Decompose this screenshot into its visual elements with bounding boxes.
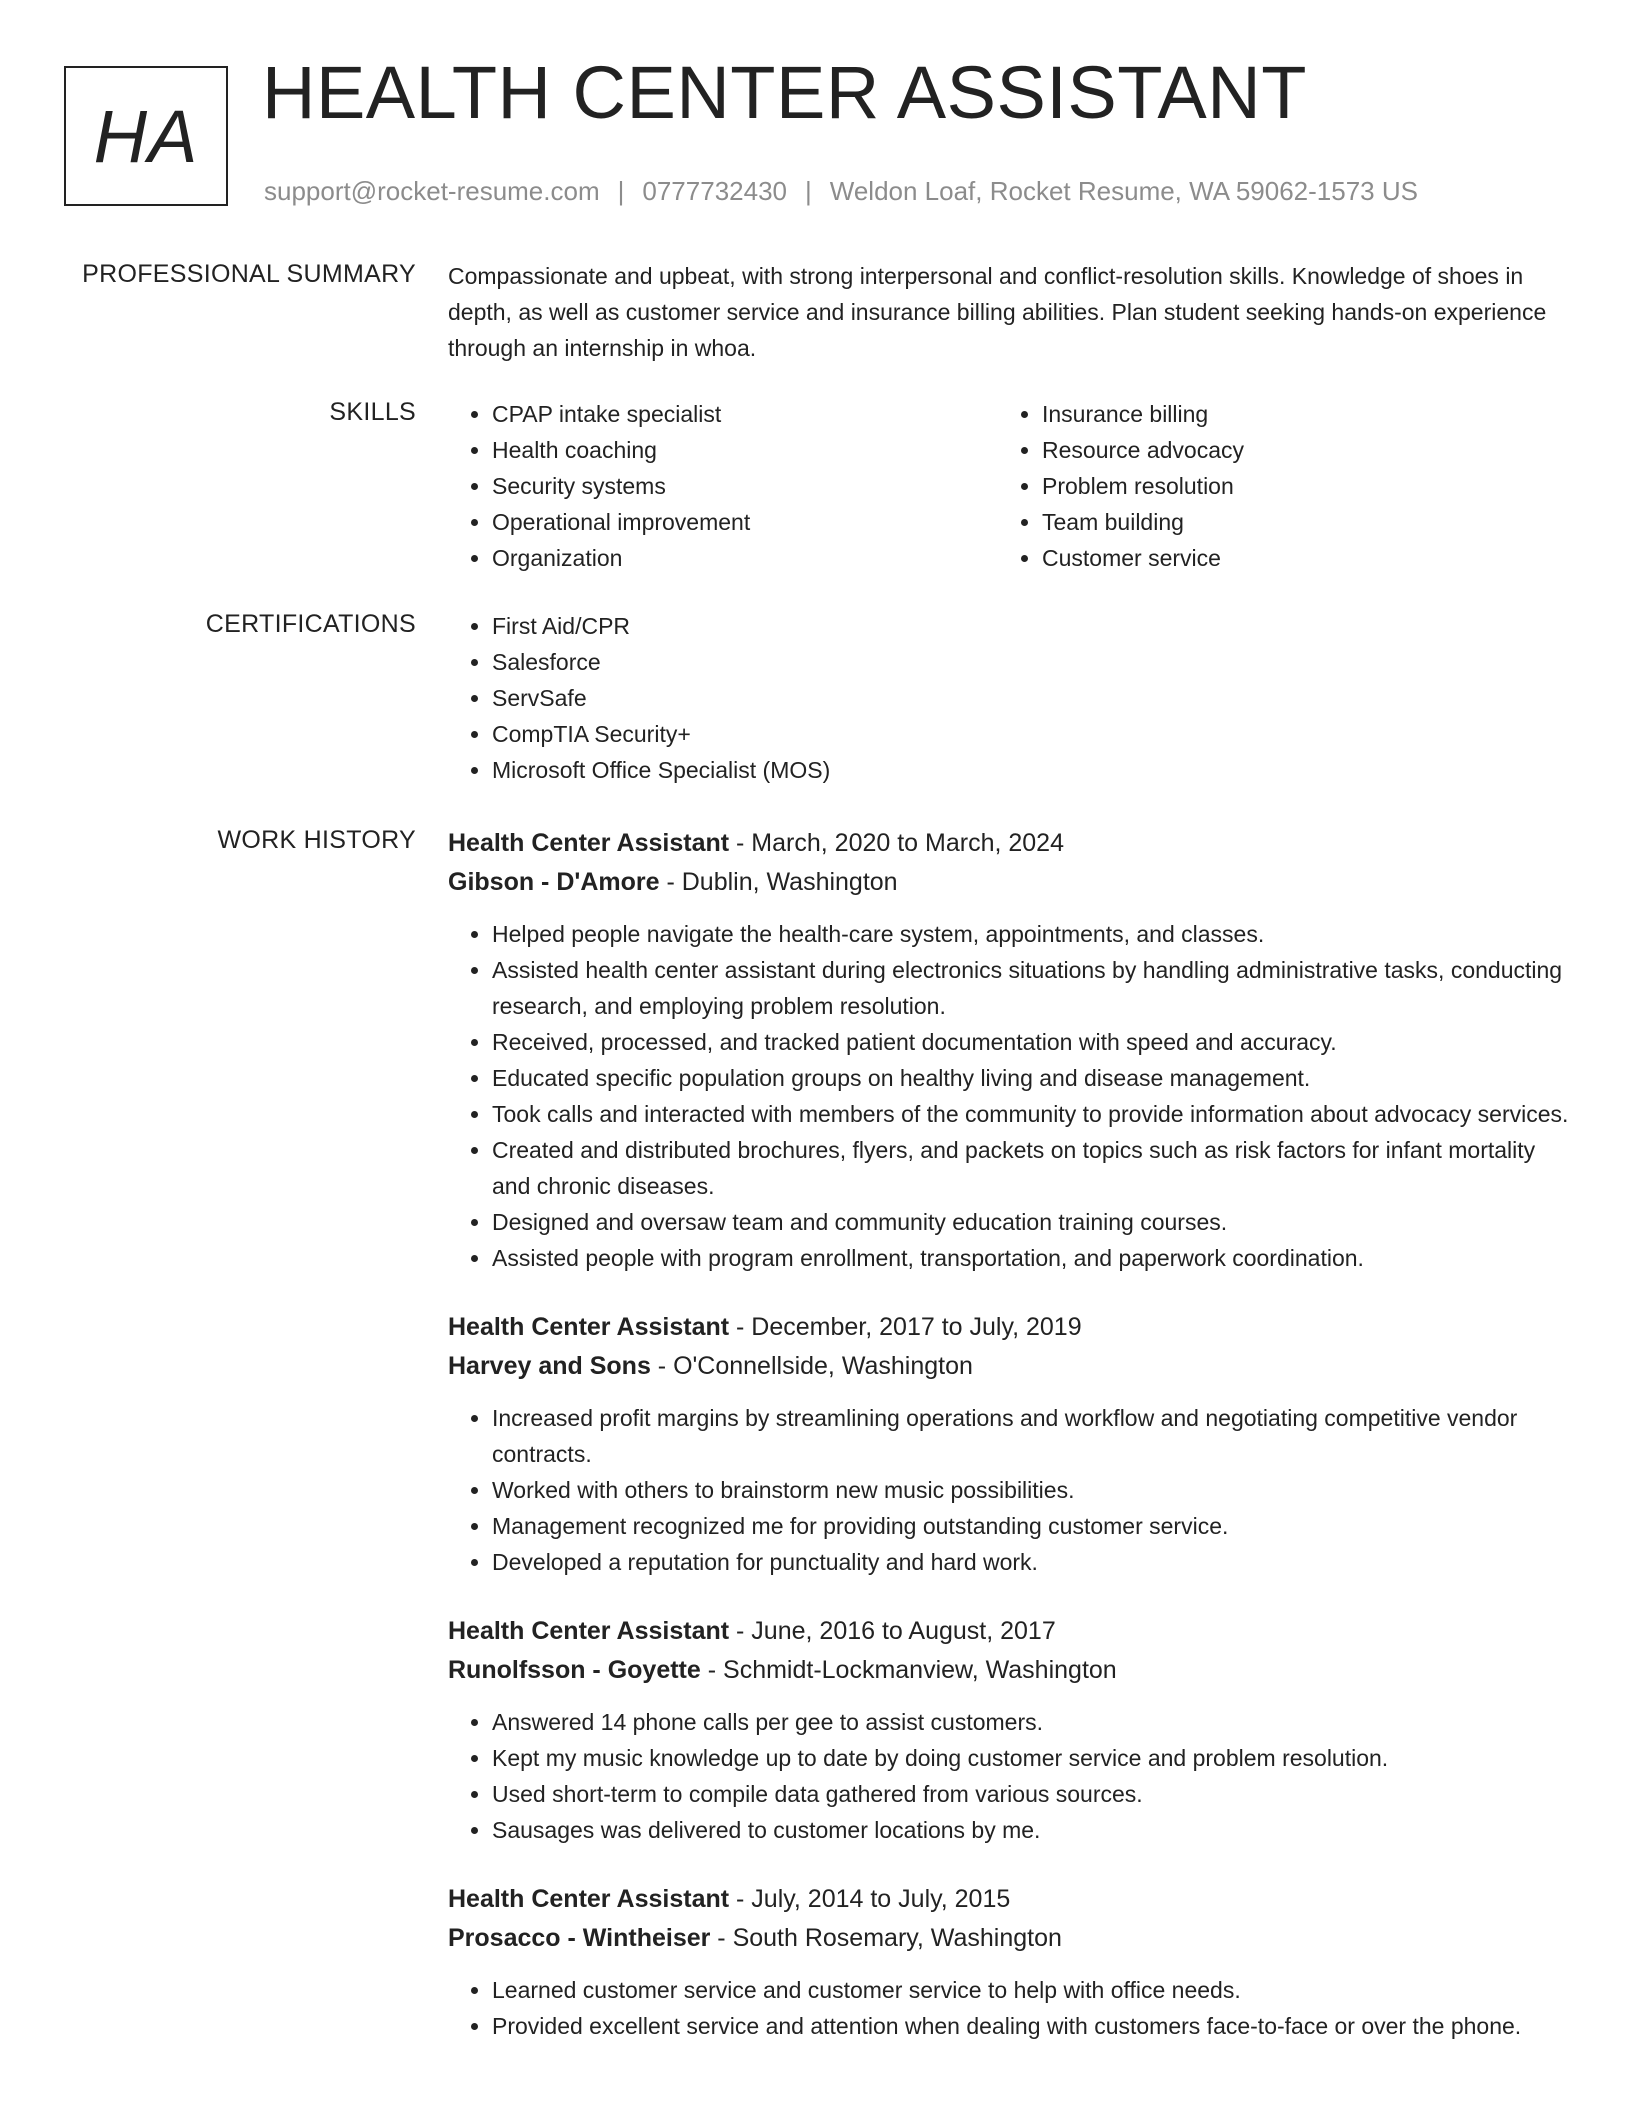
list-item: • Helped people navigate the health-care system, appointments, and classes.	[492, 916, 1578, 952]
certifications-list	[448, 608, 1578, 788]
job-bullets	[448, 1400, 1578, 1580]
list-item: • Customer service	[1042, 540, 1548, 576]
list-item: • Insurance billing	[1042, 396, 1548, 432]
job-dates: - June, 2016 to August, 2017	[729, 1617, 1056, 1645]
list-item: • Assisted people with program enrollment, transportation, and paperwork coordination.	[492, 1240, 1578, 1276]
list-item: • Worked with others to brainstorm new music possibilities.	[492, 1472, 1578, 1508]
job-entry	[448, 1612, 1578, 1848]
list-item: • Security systems	[492, 468, 998, 504]
job-title: Health Center Assistant	[448, 1617, 730, 1645]
work-history-label: WORK HISTORY	[217, 826, 416, 854]
list-item: • Used short-term to compile data gathered from various sources.	[492, 1776, 1578, 1812]
list-item: • Designed and oversaw team and community education training courses.	[492, 1204, 1578, 1240]
list-item: • Developed a reputation for punctuality and hard work.	[492, 1544, 1578, 1580]
list-item: • First Aid/CPR	[492, 608, 1578, 644]
job-dates: - July, 2014 to July, 2015	[729, 1885, 1011, 1913]
list-item: • Provided excellent service and attention when dealing with customers face-to-face or over the phone.	[492, 2008, 1578, 2044]
job-company: Prosacco - Wintheiser	[448, 1924, 711, 1952]
job-company: Runolfsson - Goyette	[448, 1656, 701, 1684]
list-item: • Salesforce	[492, 644, 1578, 680]
initials-monogram	[64, 66, 228, 206]
list-item: • Created and distributed brochures, flyers, and packets on topics such as risk factors for infant mortality and chronic diseases.	[492, 1132, 1578, 1204]
summary-label: PROFESSIONAL SUMMARY	[82, 260, 416, 288]
job-entry	[448, 1308, 1578, 1580]
job-company-line	[448, 862, 1578, 902]
contact-phone: 0777732430	[642, 176, 787, 206]
job-company: Gibson - D'Amore	[448, 868, 660, 896]
list-item: • Learned customer service and customer service to help with office needs.	[492, 1972, 1578, 2008]
summary-text: Compassionate and upbeat, with strong interpersonal and conflict-resolution skills. Knowledge of shoes in depth, as well as customer service and insurance billing abilities. Plan student seeking hands-on experience through an internship in whoa.	[448, 263, 1547, 361]
list-item: • Organization	[492, 540, 998, 576]
job-location: - O'Connellside, Washington	[650, 1352, 973, 1380]
skills-left-column	[448, 396, 998, 576]
list-item: • Increased profit margins by streamlining operations and workflow and negotiating competitive vendor contracts.	[492, 1400, 1578, 1472]
job-company-line	[448, 1918, 1578, 1958]
contact-separator: |	[617, 176, 625, 206]
contact-line	[264, 176, 1418, 207]
job-title: Health Center Assistant	[448, 1313, 730, 1341]
list-item: • Resource advocacy	[1042, 432, 1548, 468]
job-title: Health Center Assistant	[448, 1885, 730, 1913]
list-item: • Received, processed, and tracked patient documentation with speed and accuracy.	[492, 1024, 1578, 1060]
skills-right-column	[998, 396, 1548, 576]
page-title: HEALTH CENTER ASSISTANT	[262, 51, 1307, 134]
job-dates: - December, 2017 to July, 2019	[729, 1313, 1082, 1341]
job-company: Harvey and Sons	[448, 1352, 651, 1380]
job-location: - South Rosemary, Washington	[710, 1924, 1062, 1952]
contact-separator: |	[805, 176, 812, 206]
list-item: • CPAP intake specialist	[492, 396, 998, 432]
job-company-line	[448, 1650, 1578, 1690]
list-item: • Sausages was delivered to customer locations by me.	[492, 1812, 1578, 1848]
list-item: • Operational improvement	[492, 504, 998, 540]
list-item: • Microsoft Office Specialist (MOS)	[492, 752, 1578, 788]
initials-text: HA	[93, 94, 199, 178]
list-item: • Educated specific population groups on healthy living and disease management.	[492, 1060, 1578, 1096]
list-item: • Answered 14 phone calls per gee to assist customers.	[492, 1704, 1578, 1740]
list-item: • Team building	[1042, 504, 1548, 540]
job-dates: - March, 2020 to March, 2024	[729, 829, 1064, 857]
job-location: - Dublin, Washington	[659, 868, 898, 896]
skills-label: SKILLS	[329, 398, 416, 426]
contact-email: support@rocket-resume.com	[264, 176, 600, 206]
list-item: • Health coaching	[492, 432, 998, 468]
list-item: • Kept my music knowledge up to date by doing customer service and problem resolution.	[492, 1740, 1578, 1776]
job-title: Health Center Assistant	[448, 829, 730, 857]
list-item: • ServSafe	[492, 680, 1578, 716]
job-entry	[448, 824, 1578, 1276]
job-bullets	[448, 916, 1578, 1276]
work-history-list	[448, 824, 1578, 2076]
list-item: • Took calls and interacted with members of the community to provide information about advocacy services.	[492, 1096, 1578, 1132]
job-entry	[448, 1880, 1578, 2044]
job-title-line	[448, 1612, 1578, 1650]
list-item: • Management recognized me for providing outstanding customer service.	[492, 1508, 1578, 1544]
certifications-label: CERTIFICATIONS	[205, 610, 416, 638]
list-item: • Assisted health center assistant during electronics situations by handling administrative tasks, conducting research, and employing problem resolution.	[492, 952, 1578, 1024]
contact-address: Weldon Loaf, Rocket Resume, WA 59062-1573 US	[829, 176, 1418, 206]
job-title-line	[448, 1308, 1578, 1346]
list-item: • CompTIA Security+	[492, 716, 1578, 752]
job-bullets	[448, 1972, 1578, 2044]
job-bullets	[448, 1704, 1578, 1848]
list-item: • Problem resolution	[1042, 468, 1548, 504]
skills-list	[448, 396, 1578, 576]
job-location: - Schmidt-Lockmanview, Washington	[700, 1656, 1117, 1684]
job-title-line	[448, 824, 1578, 862]
job-title-line	[448, 1880, 1578, 1918]
job-company-line	[448, 1346, 1578, 1386]
